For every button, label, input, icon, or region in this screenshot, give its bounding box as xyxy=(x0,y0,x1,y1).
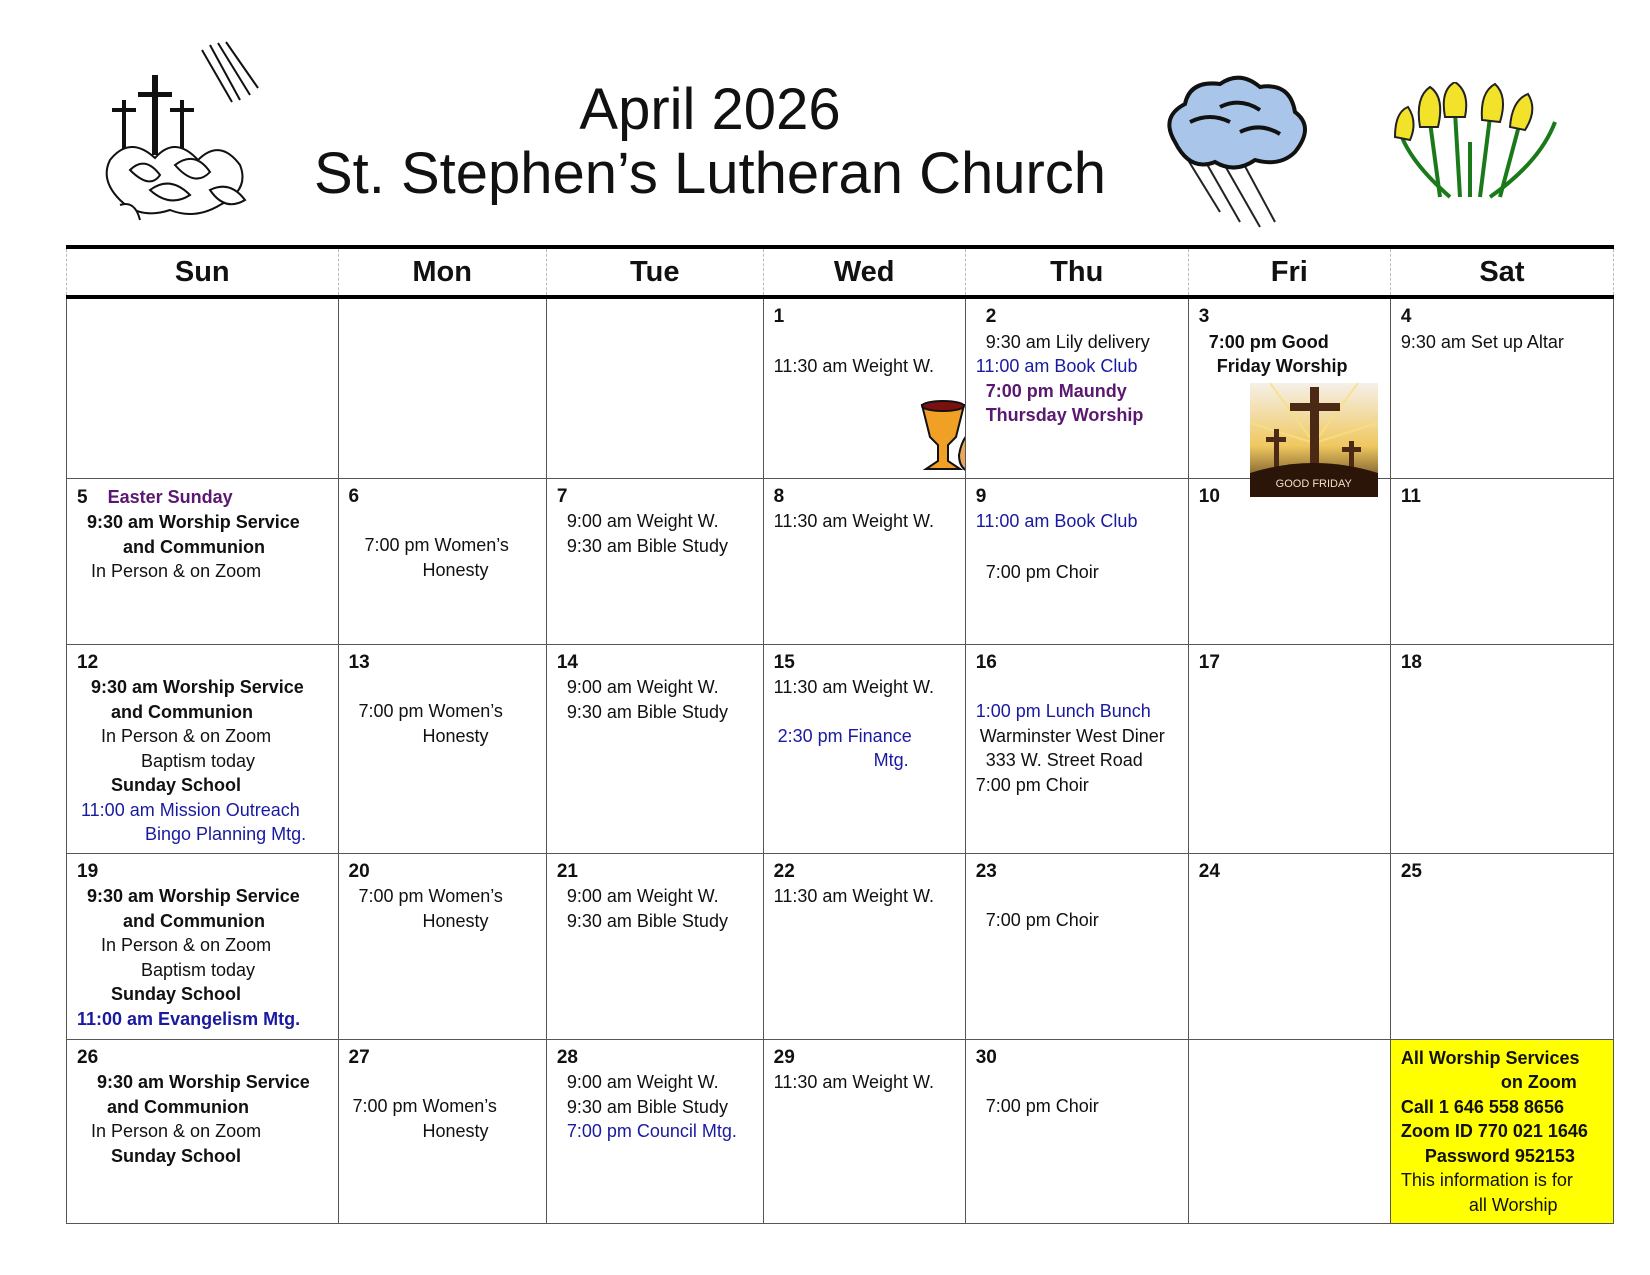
event: 9:30 am Worship Service xyxy=(91,677,304,697)
event: 11:00 am Mission Outreach xyxy=(81,799,300,820)
day-number: 10 xyxy=(1198,485,1220,507)
event: In Person & on Zoom xyxy=(91,561,262,581)
event: 11:30 am Weight W. xyxy=(773,886,935,906)
event: 7:00 pm Maundy xyxy=(985,380,1127,401)
zoom-password: Password 952153 xyxy=(1424,1145,1575,1166)
event: 9:30 am Bible Study xyxy=(566,910,728,931)
event: Honesty xyxy=(422,1120,489,1141)
day-number: 16 xyxy=(975,651,997,673)
event: Honesty xyxy=(422,725,489,746)
event: 7:00 pm Women’s xyxy=(352,1096,497,1116)
day-number: 19 xyxy=(77,860,99,882)
day-cell-29 xyxy=(763,1039,965,1224)
event: 7:00 pm Choir xyxy=(985,561,1099,582)
event: 2:30 pm Finance xyxy=(777,725,912,746)
calendar-title xyxy=(300,78,1120,206)
event: 7:00 pm Women’s xyxy=(358,701,503,721)
day-cell-11 xyxy=(1390,478,1613,644)
event: In Person & on Zoom xyxy=(91,1121,262,1141)
day-cell-28 xyxy=(546,1039,763,1224)
day-cell-26 xyxy=(67,1039,339,1224)
day-number: 22 xyxy=(773,860,795,882)
day-cell-2 xyxy=(965,297,1188,478)
event: 7:00 pm Choir xyxy=(975,774,1089,795)
holiday-title: Easter Sunday xyxy=(107,486,233,507)
weekday-tue: Tue xyxy=(546,247,763,297)
event: 11:30 am Weight W. xyxy=(773,355,935,376)
day-number: 13 xyxy=(348,651,370,673)
day-number: 3 xyxy=(1198,306,1210,327)
zoom-line: All Worship Services xyxy=(1400,1047,1580,1068)
weekday-thu: Thu xyxy=(965,247,1188,297)
empty-day-cell xyxy=(338,297,546,478)
event: Warminster West Diner xyxy=(979,725,1165,746)
day-number: 24 xyxy=(1198,860,1220,882)
event: 9:00 am Weight W. xyxy=(566,511,719,531)
day-number: 1 xyxy=(773,306,785,327)
event: 9:00 am Weight W. xyxy=(566,677,719,697)
title-month: April 2026 xyxy=(579,77,841,142)
event: Baptism today xyxy=(141,959,256,980)
day-cell-7 xyxy=(546,478,763,644)
event: In Person & on Zoom xyxy=(101,726,272,746)
event: 1:00 pm Lunch Bunch xyxy=(975,701,1151,721)
day-cell-13 xyxy=(338,644,546,853)
day-number: 2 xyxy=(985,306,997,327)
event: 9:30 am Worship Service xyxy=(87,512,300,532)
event: Thursday Worship xyxy=(985,405,1144,425)
event: 9:30 am Bible Study xyxy=(566,535,728,556)
week-row xyxy=(67,1039,1614,1224)
empty-day-cell xyxy=(546,297,763,478)
day-number: 9 xyxy=(975,485,987,507)
day-cell-22 xyxy=(763,853,965,1039)
event: In Person & on Zoom xyxy=(101,935,272,955)
day-number: 18 xyxy=(1400,651,1422,673)
event: Honesty xyxy=(422,559,489,580)
title-church: St. Stephen’s Lutheran Church xyxy=(313,141,1107,206)
day-number: 26 xyxy=(77,1046,99,1068)
chalice-bread-icon xyxy=(914,395,966,478)
weekday-fri: Fri xyxy=(1188,247,1390,297)
event: 9:30 am Lily delivery xyxy=(985,331,1150,352)
zoom-line: on Zoom xyxy=(1500,1072,1577,1092)
event: 11:30 am Weight W. xyxy=(773,1072,935,1092)
event: 11:30 am Weight W. xyxy=(773,677,935,697)
day-number: 25 xyxy=(1400,860,1422,882)
day-number: 23 xyxy=(975,860,997,882)
day-cell-3 xyxy=(1188,297,1390,490)
zoom-phone: Call 1 646 558 8656 xyxy=(1400,1096,1564,1117)
event: 11:00 am Evangelism Mtg. xyxy=(77,1008,301,1029)
day-number: 20 xyxy=(348,860,370,882)
day-number: 29 xyxy=(773,1046,795,1068)
day-number: 17 xyxy=(1198,651,1220,673)
day-number: 15 xyxy=(773,651,795,673)
day-number: 30 xyxy=(975,1046,997,1068)
day-cell-23 xyxy=(965,853,1188,1039)
event: 9:30 am Set up Altar xyxy=(1400,331,1564,352)
event: and Communion xyxy=(123,536,265,557)
event: Sunday School xyxy=(111,775,242,795)
empty-day-cell xyxy=(1188,1039,1390,1224)
event: 7:00 pm Women’s xyxy=(364,535,509,555)
event: 9:30 am Bible Study xyxy=(566,1096,728,1117)
event: Bingo Planning Mtg. xyxy=(145,824,307,844)
weekday-sat: Sat xyxy=(1390,247,1613,297)
day-cell-6 xyxy=(338,478,546,644)
rain-cloud-illustration xyxy=(1160,72,1310,232)
event: 11:30 am Weight W. xyxy=(773,511,935,531)
event: Baptism today xyxy=(141,750,256,771)
day-cell-20 xyxy=(338,853,546,1039)
day-number: 27 xyxy=(348,1046,370,1068)
day-number: 14 xyxy=(556,651,578,673)
event: Friday Worship xyxy=(1216,356,1348,376)
event: 11:00 am Book Club xyxy=(975,511,1138,531)
day-cell-5 xyxy=(67,478,339,644)
calendar-grid xyxy=(66,245,1614,1224)
crosses-lilies-illustration xyxy=(100,40,260,230)
day-cell-18 xyxy=(1390,644,1613,853)
day-cell-30 xyxy=(965,1039,1188,1224)
event: Sunday School xyxy=(111,984,242,1004)
day-number: 28 xyxy=(556,1046,578,1068)
event: 9:30 am Bible Study xyxy=(566,701,728,722)
week-row xyxy=(67,297,1614,478)
event: 11:00 am Book Club xyxy=(975,356,1138,376)
weekday-sun: Sun xyxy=(67,247,339,297)
event: 7:00 pm Council Mtg. xyxy=(566,1121,737,1141)
event: 7:00 pm Choir xyxy=(985,1096,1099,1116)
zoom-info-box xyxy=(1390,1039,1613,1224)
event: 7:00 pm Choir xyxy=(985,910,1099,930)
day-cell-19 xyxy=(67,853,339,1039)
zoom-line: This information is for xyxy=(1400,1170,1573,1190)
day-number: 6 xyxy=(348,485,360,507)
day-cell-21 xyxy=(546,853,763,1039)
crocus-flowers-illustration xyxy=(1390,82,1560,202)
day-cell-15 xyxy=(763,644,965,853)
event: 7:00 pm Women’s xyxy=(358,886,503,906)
day-cell-16 xyxy=(965,644,1188,853)
event: 9:00 am Weight W. xyxy=(566,886,719,906)
day-cell-9 xyxy=(965,478,1188,644)
day-number: 5 xyxy=(77,486,88,508)
zoom-line: all Worship xyxy=(1468,1194,1558,1215)
day-cell-25 xyxy=(1390,853,1613,1039)
weekday-mon: Mon xyxy=(338,247,546,297)
event: 9:00 am Weight W. xyxy=(566,1072,719,1092)
day-number: 11 xyxy=(1400,485,1421,507)
zoom-id: Zoom ID 770 021 1646 xyxy=(1400,1121,1588,1141)
weekday-header-row xyxy=(67,247,1614,297)
week-row xyxy=(67,853,1614,1039)
day-cell-17 xyxy=(1188,644,1390,853)
day-number: 7 xyxy=(556,485,568,507)
week-row xyxy=(67,644,1614,853)
day-cell-8 xyxy=(763,478,965,644)
event: 333 W. Street Road xyxy=(985,750,1143,770)
event: 7:00 pm Good xyxy=(1208,331,1329,352)
event: Mtg. xyxy=(873,750,909,770)
day-cell-4 xyxy=(1390,297,1613,478)
day-cell-24 xyxy=(1188,853,1390,1039)
event: and Communion xyxy=(123,910,265,931)
event: Honesty xyxy=(422,910,489,931)
empty-day-cell xyxy=(67,297,339,478)
event: 9:30 am Worship Service xyxy=(97,1072,310,1092)
day-number: 8 xyxy=(773,485,785,507)
day-number: 21 xyxy=(556,860,578,882)
week-row xyxy=(67,478,1614,644)
weekday-wed: Wed xyxy=(763,247,965,297)
day-cell-1 xyxy=(763,297,965,478)
day-cell-14 xyxy=(546,644,763,853)
day-number: 4 xyxy=(1400,306,1412,327)
event: Sunday School xyxy=(111,1145,242,1166)
event: and Communion xyxy=(107,1096,249,1117)
day-cell-10 xyxy=(1188,478,1390,644)
good-friday-label: GOOD FRIDAY xyxy=(1275,478,1352,490)
good-friday-image xyxy=(1250,383,1378,497)
day-number: 12 xyxy=(77,651,99,673)
day-cell-27 xyxy=(338,1039,546,1224)
day-cell-12 xyxy=(67,644,339,853)
event: 9:30 am Worship Service xyxy=(87,886,300,906)
event: and Communion xyxy=(111,701,253,722)
